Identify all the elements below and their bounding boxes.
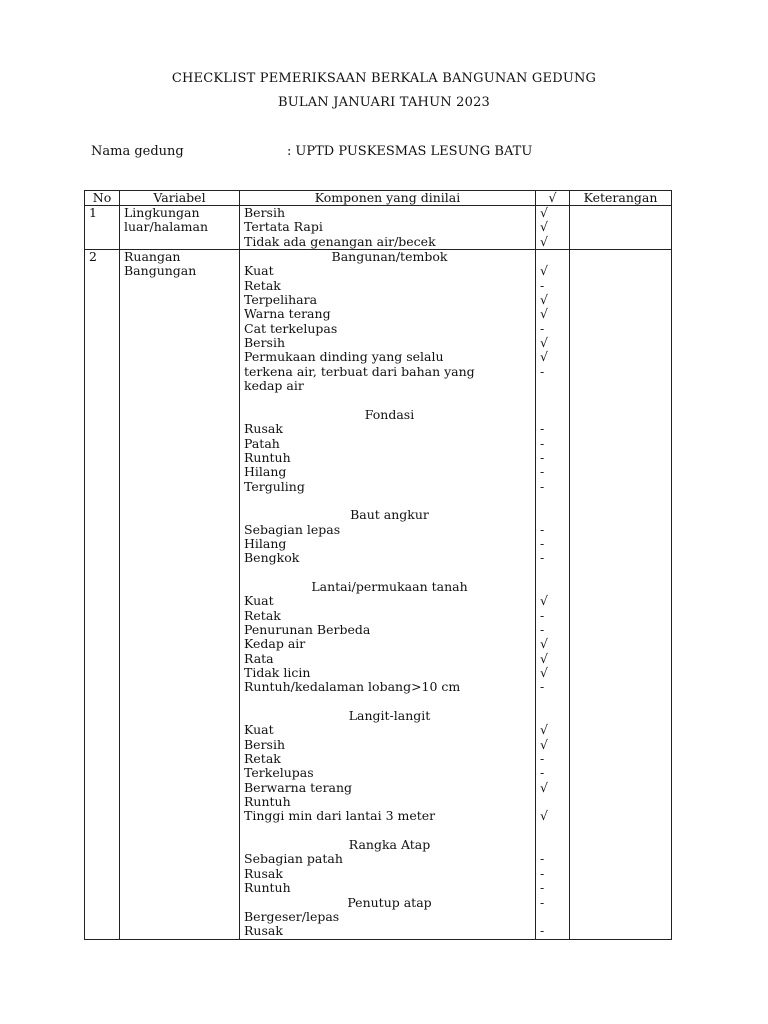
- check-mark: -: [540, 765, 545, 781]
- komponen-cell: [240, 206, 536, 250]
- building-name-value: [287, 144, 536, 159]
- check-mark: √: [540, 233, 548, 249]
- check-mark: √: [540, 593, 548, 609]
- row-number-cell: [85, 206, 120, 250]
- komponen-item: [244, 695, 535, 709]
- komponen-item: Hilang: [244, 464, 287, 480]
- check-mark: [536, 838, 569, 852]
- row-number: 1: [89, 205, 97, 220]
- check-mark: [536, 709, 569, 723]
- check-mark: -: [540, 421, 545, 437]
- komponen-item: Kuat: [244, 593, 274, 609]
- check-mark: √: [540, 263, 548, 279]
- check-mark: √: [540, 292, 548, 308]
- building-name-text: UPTD PUSKESMAS LESUNG BATU: [295, 144, 533, 159]
- check-mark: -: [540, 521, 545, 537]
- check-mark: -: [540, 535, 545, 551]
- komponen-item: Kedap air: [244, 636, 306, 652]
- komponen-item: Kuat: [244, 263, 274, 279]
- komponen-item: Hilang: [244, 535, 287, 551]
- column-header-variabel: Variabel: [120, 191, 240, 206]
- document-subtitle: BULAN JANUARI TAHUN 2023: [277, 95, 491, 110]
- check-mark: -: [540, 449, 545, 465]
- komponen-item: Tertata Rapi: [244, 219, 323, 235]
- komponen-item: Tinggi min dari lantai 3 meter: [244, 808, 436, 824]
- komponen-item: Runtuh/kedalaman lobang>10 cm: [244, 679, 461, 695]
- komponen-item: Tidak ada genangan air/becek: [244, 233, 436, 249]
- column-header-check: √: [536, 191, 570, 206]
- komponen-section-heading: Rangka Atap: [348, 837, 431, 853]
- komponen-cell: [240, 250, 536, 940]
- check-mark: -: [540, 478, 545, 494]
- check-mark: [536, 250, 569, 264]
- check-mark: √: [540, 665, 548, 680]
- variabel-line: Lingkungan: [124, 205, 200, 220]
- komponen-item: Kuat: [244, 722, 274, 738]
- check-mark: √: [540, 205, 548, 220]
- document-title: CHECKLIST PEMERIKSAAN BERKALA BANGUNAN GEDUNG: [171, 71, 597, 86]
- komponen-item: terkena air, terbuat dari bahan yang: [244, 363, 475, 379]
- komponen-item: Terkelupas: [244, 765, 314, 781]
- komponen-item: Sebagian lepas: [244, 521, 341, 537]
- check-mark: -: [540, 679, 545, 695]
- komponen-section-heading: Langit-langit: [348, 708, 431, 724]
- komponen-item: Berwarna terang: [244, 779, 353, 795]
- komponen-item: Sebagian patah: [244, 851, 343, 867]
- check-mark: [536, 508, 569, 522]
- komponen-item: Retak: [244, 277, 281, 293]
- check-mark: [536, 910, 569, 924]
- check-mark: -: [540, 851, 545, 867]
- komponen-item: Terpelihara: [244, 292, 318, 308]
- check-mark: [536, 566, 569, 580]
- komponen-item: Runtuh: [244, 880, 291, 896]
- komponen-item: Retak: [244, 607, 281, 623]
- komponen-item: Warna terang: [244, 306, 331, 322]
- check-mark: √: [540, 306, 548, 322]
- check-mark: -: [540, 621, 545, 637]
- check-mark: -: [540, 880, 545, 896]
- komponen-section-heading: Penutup atap: [347, 894, 432, 910]
- check-mark: [536, 824, 569, 838]
- check-mark: -: [540, 550, 545, 566]
- komponen-item: Permukaan dinding yang selalu: [244, 349, 444, 365]
- komponen-item: Runtuh: [244, 794, 291, 810]
- komponen-item: Bergeser/lepas: [244, 908, 340, 924]
- komponen-section-heading: Lantai/permukaan tanah: [311, 578, 468, 594]
- komponen-item: Bersih: [244, 736, 286, 752]
- check-mark: √: [540, 736, 548, 752]
- table-body: [85, 206, 672, 940]
- komponen-item: [244, 824, 535, 838]
- keterangan-cell: [570, 206, 672, 250]
- table-header-row: [85, 191, 672, 206]
- column-header-no: No: [85, 191, 120, 206]
- check-mark: -: [540, 751, 545, 767]
- column-header-keterangan: Keterangan: [570, 191, 672, 206]
- check-mark: [536, 379, 569, 393]
- komponen-section-heading: Baut angkur: [350, 507, 429, 523]
- table-row: [85, 206, 672, 250]
- check-mark: [536, 580, 569, 594]
- check-mark: -: [540, 607, 545, 623]
- check-mark: √: [540, 219, 548, 235]
- column-header-komponen: Komponen yang dinilai: [240, 191, 536, 206]
- komponen-item: Bersih: [244, 205, 286, 220]
- row-number: 2: [89, 249, 97, 265]
- check-mark: -: [540, 435, 545, 451]
- check-mark: √: [540, 349, 548, 365]
- keterangan-cell: [570, 250, 672, 940]
- variabel-cell: [120, 206, 240, 250]
- komponen-item: Patah: [244, 435, 280, 451]
- checklist-table: [84, 190, 672, 940]
- komponen-item: [244, 393, 535, 407]
- check-mark: -: [540, 363, 545, 379]
- check-mark: [536, 408, 569, 422]
- komponen-item: Rusak: [244, 923, 283, 939]
- komponen-item: Runtuh: [244, 449, 291, 465]
- building-name-separator: :: [287, 144, 292, 159]
- komponen-section-heading: Bangunan/tembok: [331, 249, 448, 265]
- variabel-cell: [120, 250, 240, 940]
- check-mark: [536, 795, 569, 809]
- building-name-label: Nama gedung: [91, 144, 184, 159]
- check-mark: √: [540, 335, 548, 351]
- komponen-item: Bengkok: [244, 550, 300, 566]
- komponen-item: [244, 566, 535, 580]
- check-mark: √: [540, 722, 548, 738]
- komponen-item: Rusak: [244, 421, 283, 437]
- check-mark: [536, 695, 569, 709]
- check-mark: [536, 393, 569, 407]
- check-mark: [536, 494, 569, 508]
- check-mark: √: [540, 650, 548, 666]
- check-cell: [536, 206, 570, 250]
- check-mark: -: [540, 923, 545, 939]
- komponen-item: Cat terkelupas: [244, 320, 338, 336]
- komponen-item: Terguling: [244, 478, 305, 494]
- check-mark: √: [540, 636, 548, 652]
- variabel-line: luar/halaman: [124, 219, 208, 235]
- table-row: [85, 250, 672, 940]
- komponen-item: [244, 494, 535, 508]
- check-mark: √: [540, 779, 548, 795]
- komponen-item: Tidak licin: [244, 665, 311, 680]
- komponen-item: Penurunan Berbeda: [244, 621, 371, 637]
- row-number-cell: [85, 250, 120, 940]
- check-mark: -: [540, 277, 545, 293]
- variabel-line: Bangungan: [124, 263, 197, 279]
- komponen-item: kedap air: [244, 378, 304, 394]
- komponen-item: Retak: [244, 751, 281, 767]
- komponen-section-heading: Fondasi: [364, 406, 415, 422]
- komponen-item: Bersih: [244, 335, 286, 351]
- check-mark: -: [540, 464, 545, 480]
- check-cell: [536, 250, 570, 940]
- komponen-item: Rusak: [244, 865, 283, 881]
- check-mark: -: [540, 865, 545, 881]
- check-mark: √: [540, 808, 548, 824]
- komponen-item: Rata: [244, 650, 274, 666]
- check-mark: -: [540, 320, 545, 336]
- variabel-line: Ruangan: [124, 249, 181, 265]
- check-mark: -: [540, 894, 545, 910]
